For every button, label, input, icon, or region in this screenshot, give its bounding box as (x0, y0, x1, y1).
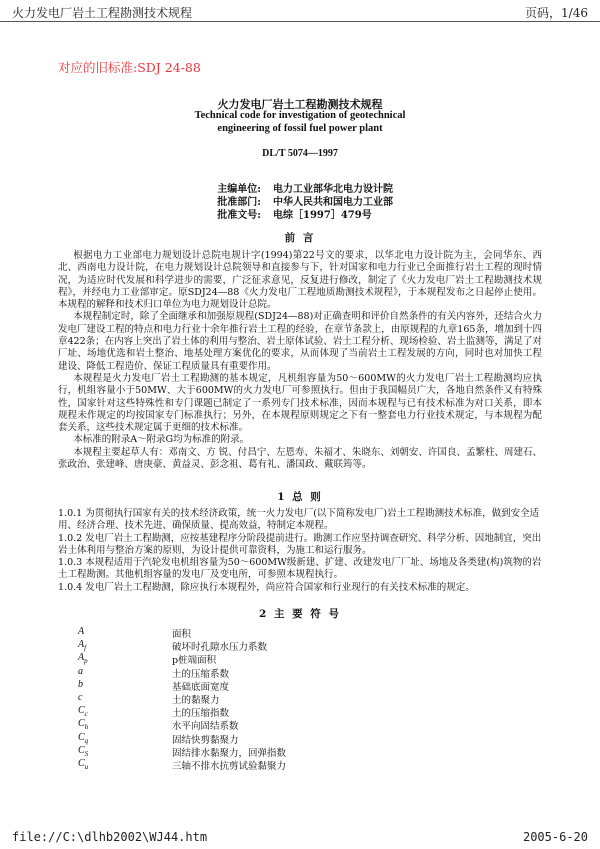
symbol (78, 639, 86, 652)
symbol-row (78, 652, 518, 665)
foreword-paragraph: 本规程是火力发电厂岩土工程勘测的基本规定，凡机组容量为50～600MW的火力发电厂岩土工程勘测均应执行，机组容量小于50MW、大于600MW的火力发电厂可参照执行。但由于我国幅员广大，各地自然条件又有特殊性，国家针对这些特殊性和专门课题已制定了一系列专门技术标准，因而本规程与已有技术标准为对口关系，即本规程未作规定的均按国家专门标准执行；另外，在本规程原则规定之下有一整套电力行业技术规定，与本规程为配套关系，这些技术规定属于更细的技术标准。 (58, 372, 542, 434)
symbol (78, 652, 88, 665)
meta-value: 中华人民共和国电力工业部 (273, 197, 393, 208)
symbol-subscript: q (84, 736, 89, 745)
symbol-row (78, 745, 518, 758)
clause-1-0-1: 1.0.1 为贯彻执行国家有关的技术经济政策，统一火力发电厂(以下简称发电厂)岩土工程勘测技术标准，做到安全适用、经济合理、技术先进、确保质量、提高效益，特制定本规程。 (58, 508, 540, 532)
chapter2-heading: 2 主 要 符 号 (259, 608, 341, 620)
symbol-letter: A (78, 652, 85, 664)
symbol (78, 666, 83, 679)
page-header-title: 火力发电厂岩土工程勘测技术规程 (12, 6, 193, 20)
symbol-description: 面积 (172, 629, 192, 640)
meta-value: 电综［1997］479号 (273, 210, 372, 221)
symbol-letter: C (78, 757, 85, 769)
symbol-subscript: c (84, 710, 88, 719)
symbol (78, 705, 88, 718)
symbol-description: 土的压缩指数 (172, 708, 230, 720)
old-standard-reference: 对应的旧标准:SDJ 24-88 (58, 60, 201, 75)
clause-1-0-2: 1.0.2 发电厂岩土工程勘测，应按基建程序分阶段提前进行。勘测工作应坚持调查研究、科学分析、因地制宜，突出岩土体利用与整治方案的原则，为设计提供可靠资料，为施工和运行服务。 (58, 532, 542, 556)
symbol-description: 土的黏聚力 (172, 694, 220, 706)
meta-approval-number (197, 206, 372, 221)
document-title-zh: 火力发电厂岩土工程勘测技术规程 (217, 98, 383, 111)
foreword-paragraph: 本规程主要起草人有：邓南文、方 锐、付昌宁、左恩寿、朱福才、朱晓东、刘朝安、许国良、孟繁柱、周建石、张政治、张建峰、唐庚豪、黄益灵、彭念祖、葛有礼、潘国政、戴联筠等。 (58, 446, 542, 471)
meta-key: 主编单位: (217, 184, 261, 195)
symbol-letter: b (78, 678, 83, 690)
standard-number: DL/T 5074—1997 (262, 148, 338, 159)
symbol-row (78, 705, 518, 718)
symbol-description: p桩端面积 (172, 655, 217, 667)
foreword-body (58, 250, 542, 471)
chapter1-heading: 1 总 则 (277, 491, 323, 503)
symbol-description: 三轴不排水抗剪试验黏聚力 (172, 760, 287, 772)
symbol-row (78, 666, 518, 679)
meta-value: 电力工业部华北电力设计院 (273, 184, 393, 195)
symbol-letter: a (78, 665, 83, 677)
symbol-description: 破坏时孔隙水压力系数 (172, 642, 268, 654)
chapter1-body (58, 508, 542, 594)
foreword-paragraph: 根据电力工业部电力规划设计总院电规计字(1994)第22号文的要求，以华北电力设计院为主，会同华东、西北、西南电力设计院，在电力规划设计总院领导和直接参与下，针对国家和电力行业已全面推行岩土工程的现时情况，为适应时代发展和科学进步的需要，广泛征求意见，反复进行修改，制定了《火力发电厂岩土工程勘测技术规程》，并经电力工业部审定。原SDJ24—88《火力发电厂工程地质勘测技术规程》，于本规程发布之日起停止使用。本规程的解释和技术归口单位为电力规划设计总院。 (58, 250, 542, 311)
symbol (78, 758, 88, 771)
symbol-description: 固结排水黏聚力，回弹指数 (172, 747, 287, 759)
symbol (78, 626, 84, 639)
foreword-heading: 前 言 (284, 232, 316, 244)
foreword-paragraph: 本标准的附录A～附录G均为标准的附录。 (73, 434, 250, 446)
symbol-description: 固结快剪黏聚力 (172, 734, 239, 746)
symbol-subscript: f (84, 644, 87, 653)
symbol (78, 679, 83, 692)
symbol-letter: A (78, 639, 85, 651)
symbol-row (78, 758, 518, 771)
document-title-en-line1: Technical code for investigation of geotechnical (194, 110, 406, 121)
page-number: 页码，1/46 (525, 6, 588, 20)
header-divider (0, 21, 600, 22)
symbol-letter: A (78, 626, 85, 637)
symbol-subscript: h (84, 723, 89, 732)
symbol (78, 732, 88, 745)
symbol-letter: C (78, 718, 85, 730)
file-path: file://C:\dlhb2002\WJ44.htm (12, 830, 208, 844)
meta-key: 批准文号: (217, 210, 261, 221)
symbol (78, 692, 82, 705)
symbol-letter: C (78, 744, 85, 756)
symbol-description: 基础底面宽度 (172, 681, 230, 693)
symbol-subscript: u (84, 762, 89, 771)
foreword-paragraph: 本规程制定时，除了全面继承和加强原规程(SDJ24—88)对正确查明和评价自然条件的有关内容外，还结合火力发电厂建设工程的特点和电力行业十余年推行岩土工程的经验，在章节条款上，由原规程的九章165条，增加到十四章422条；在内容上突出了岩土体的利用与整治、岩土原体试验、岩土工程分析、现场检验、岩土监测等，满足了对厂址、场地优选和岩土整治、地基处理方案优化的要求，从而体现了当前岩土工程发展的方向，同时也对加快工程建设、降低工程造价、保证工程质量具有重要作用。 (58, 311, 542, 372)
symbol-row (78, 692, 518, 705)
clause-1-0-3: 1.0.3 本规程适用于汽轮发电机组容量为50～600MW级新建、扩建、改建发电厂厂址、场地及各类建(构)筑物的岩土工程勘测。其他机组容量的发电厂及变电所，可参照本规程执行。 (58, 557, 542, 581)
symbol-description: 水平向固结系数 (172, 721, 239, 733)
symbol-list (78, 626, 518, 771)
symbol (78, 745, 88, 758)
symbol-row (78, 718, 518, 731)
symbol-subscript: p (84, 657, 88, 666)
clause-1-0-4: 1.0.4 发电厂岩土工程勘测，除应执行本规程外，尚应符合国家和行业现行的有关技术标准的规定。 (58, 581, 475, 593)
document-title-en-line2: engineering of fossil fuel power plant (217, 123, 383, 134)
symbol-row (78, 679, 518, 692)
symbol-row (78, 626, 518, 639)
symbol-row (78, 732, 518, 745)
symbol-letter: C (78, 731, 85, 743)
symbol-letter: C (78, 705, 85, 717)
meta-key: 批准部门: (217, 197, 261, 208)
symbol-subscript: S (84, 749, 89, 758)
print-date: 2005-6-20 (522, 830, 588, 844)
symbol-row (78, 639, 518, 652)
symbol (78, 718, 88, 731)
symbol-description: 土的压缩系数 (172, 668, 230, 680)
symbol-letter: c (78, 691, 83, 703)
